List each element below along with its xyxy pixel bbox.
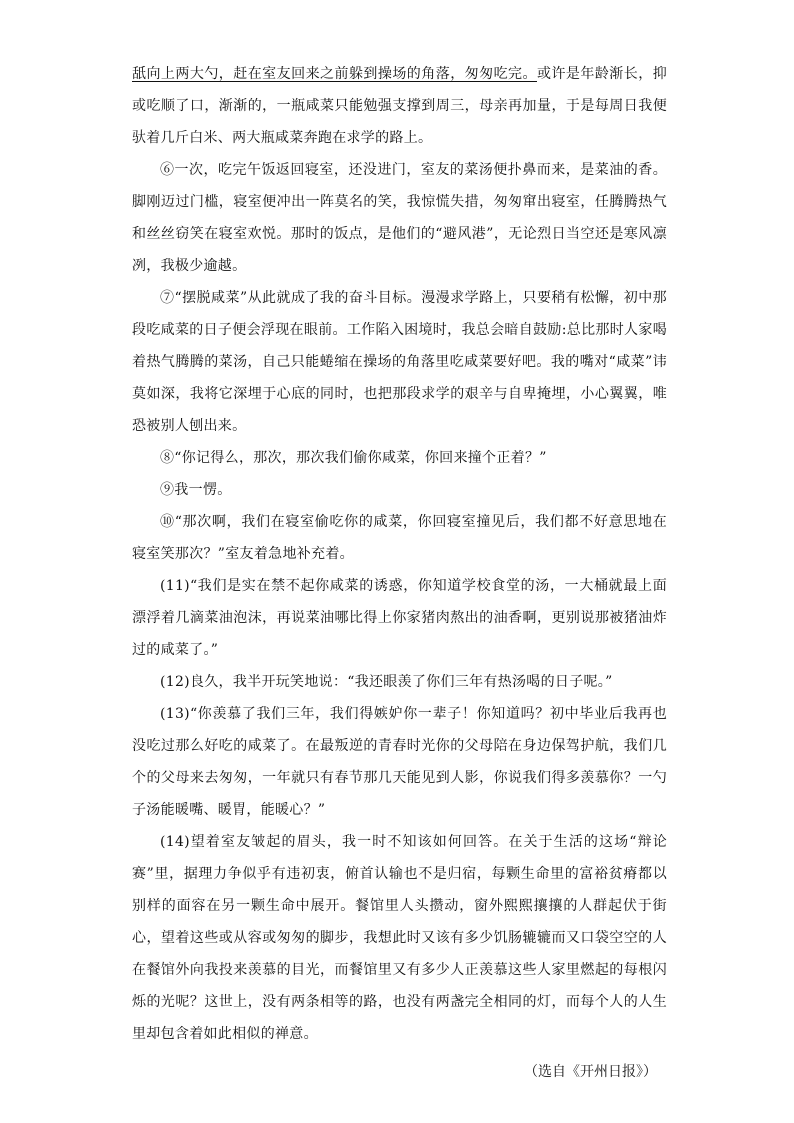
article-body: [132, 58, 667, 1088]
paragraph-12: (12)良久，我半开玩笑地说：“我还眼羡了你们三年有热汤喝的日子呢。”: [160, 674, 613, 690]
paragraph-11: (11)“我们是实在禁不起你咸菜的诱惑，你知道学校食堂的汤，一大桶就最上面漂浮着几滴菜油泡沫，再说菜油哪比得上你家猪肉熬出的油香啊，更别说那被猪油炸过的咸菜了。”: [132, 578, 667, 658]
paragraph-14: (14)望着室友皱起的眉头，我一时不知该如何回答。在关于生活的这场“辩论赛”里，据理力争似乎有违初衷，俯首认输也不是归宿，每颗生命里的富裕贫瘠都以别样的面容在另一颗生命中展开。餐馆里人头攒动，窗外熙熙攘攘的人群起伏于街心，望着这些或从容或匆匆的脚步，我想此时又该有多少饥肠辘辘而又口袋空空的人在餐馆外向我投来羡慕的目光，而餐馆里又有多少人正羡慕这些人家里燃起的每根闪烁的光呢？这世上，没有两条相等的路，也没有两盏完全相同的灯，而每个人的人生里却包含着如此相似的禅意。: [132, 834, 667, 1042]
paragraph-continued: [132, 58, 667, 154]
paragraph-6: ⑥一次，吃完午饭返回寝室，还没进门，室友的菜汤便扑鼻而来，是菜油的香。脚刚迈过门槛，寝室便冲出一阵莫名的笑，我惊慌失措，匆匆窜出寝室，任腾腾热气和丝丝窃笑在寝室欢悦。那时的饭点，是他们的“避风港”，无论烈日当空还是寒风凛冽，我极少逾越。: [132, 162, 667, 274]
underlined-sentence: 舐向上两大勺，赶在室友回来之前躲到操场的角落，匆匆吃完。: [132, 66, 537, 82]
paragraph-continued-text: 或许是年龄渐长，抑或吃顺了口，渐渐的，一瓶咸菜只能勉强支撑到周三，母亲再加量，于是每周日我便驮着几斤白米、两大瓶咸菜奔跑在求学的路上。: [132, 66, 667, 146]
paragraph-13: (13)“你羡慕了我们三年，我们得嫉妒你一辈子！你知道吗？初中毕业后我再也没吃过那么好吃的咸菜了。在最叛逆的青春时光你的父母陪在身边保驾护航，我们几个的父母来去匆匆，一年就只有春节那几天能见到人影，你说我们得多羡慕你？一勺子汤能暖嘴、暖胃，能暖心？”: [132, 706, 667, 818]
paragraph-9: ⑨我一愣。: [160, 482, 232, 498]
article-source: （选自《开州日报》）: [524, 1064, 657, 1080]
paragraph-10: ⑩“那次啊，我们在寝室偷吃你的咸菜，你回寝室撞见后，我们都不好意思地在寝室笑那次？”室友着急地补充着。: [132, 514, 667, 562]
paragraph-8: ⑧“你记得么，那次，那次我们偷你咸菜，你回来撞个正着？”: [160, 450, 547, 466]
paragraph-7: ⑦“摆脱咸菜”从此就成了我的奋斗目标。漫漫求学路上，只要稍有松懈，初中那段吃咸菜的日子便会浮现在眼前。工作陷入困境时，我总会暗自鼓励:总比那时人家喝着热气腾腾的菜汤，自己只能蜷缩在操场的角落里吃咸菜要好吧。我的嘴对“咸菜”讳莫如深，我将它深埋于心底的同时，也把那段求学的艰辛与自卑掩埋，小心翼翼，唯恐被别人刨出来。: [132, 290, 667, 434]
